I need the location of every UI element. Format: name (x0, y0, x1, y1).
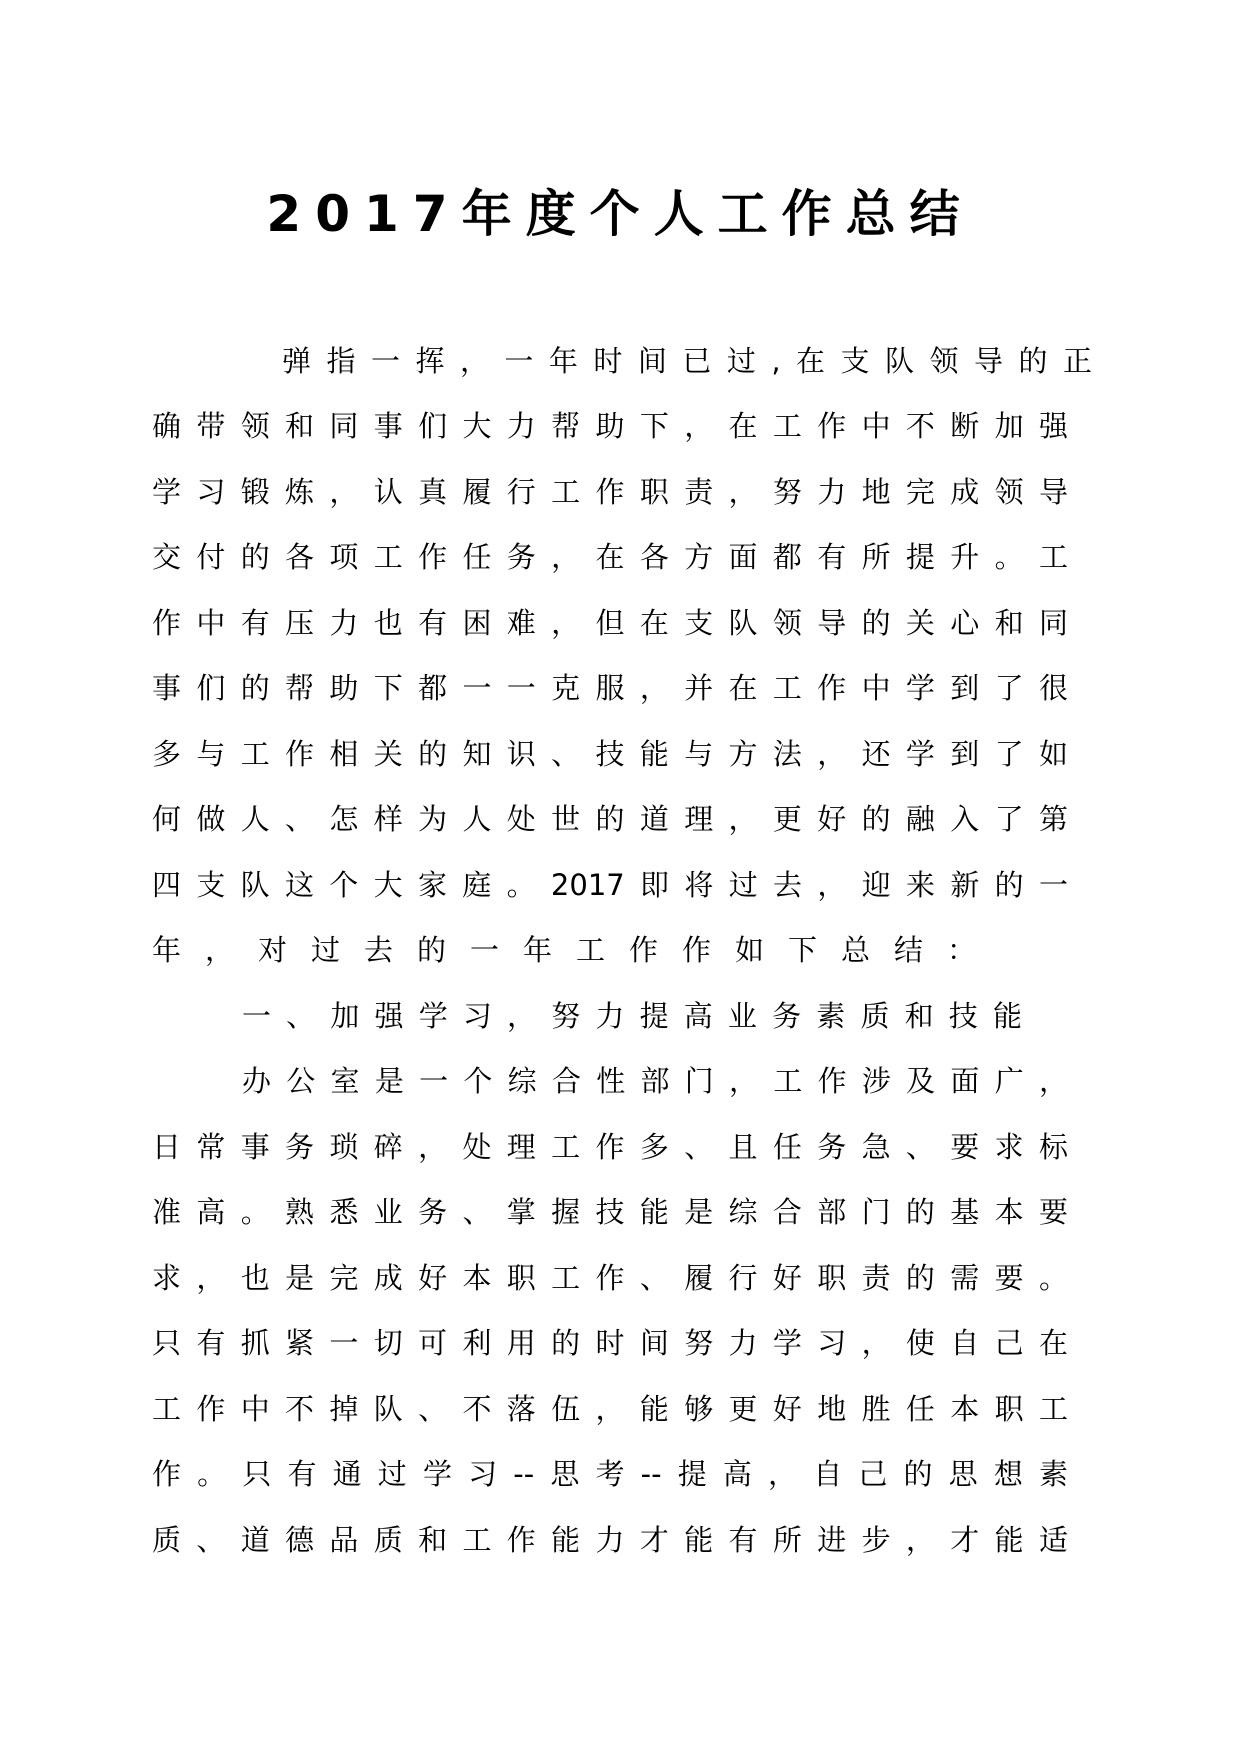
paragraph-line: 事们的帮助下都一一克服，并在工作中学到了很 (152, 671, 1068, 705)
paragraph-line: 日常事务琐碎，处理工作多、且任务急、要求标 (152, 1130, 1068, 1164)
paragraph-line: 弹指一挥，一年时间已过,在支队领导的正 (282, 344, 1092, 378)
document-title: 2017年度个人工作总结 (266, 185, 974, 243)
paragraph-line: 学习锻炼，认真履行工作职责，努力地完成领导 (152, 475, 1068, 509)
paragraph-line: 办公室是一个综合性部门，工作涉及面广， (242, 1064, 1068, 1098)
paragraph-line: 只有抓紧一切可利用的时间努力学习，使自己在 (152, 1326, 1068, 1360)
paragraph-line: 何做人、怎样为人处世的道理，更好的融入了第 (152, 802, 1068, 836)
paragraph-line: 工作中不掉队、不落伍，能够更好地胜任本职工 (152, 1392, 1068, 1426)
paragraph-line: 作。只有通过学习--思考--提高，自己的思想素 (152, 1457, 1068, 1491)
paragraph-line: 准高。熟悉业务、掌握技能是综合部门的基本要 (152, 1195, 1068, 1229)
paragraph-line: 四支队这个大家庭。2017即将过去，迎来新的一 (152, 868, 1068, 902)
section-heading: 一、加强学习，努力提高业务素质和技能 (242, 999, 1022, 1033)
paragraph-line: 多与工作相关的知识、技能与方法，还学到了如 (152, 737, 1068, 771)
paragraph-line: 确带领和同事们大力帮助下，在工作中不断加强 (152, 409, 1068, 443)
paragraph-line: 交付的各项工作任务，在各方面都有所提升。工 (152, 540, 1068, 574)
paragraph-line: 质、道德品质和工作能力才能有所进步，才能适 (152, 1523, 1068, 1557)
paragraph-line: 作中有压力也有困难，但在支队领导的关心和同 (152, 606, 1068, 640)
paragraph-line: 年，对过去的一年工作作如下总结： (152, 933, 1001, 967)
paragraph-line: 求，也是完成好本职工作、履行好职责的需要。 (152, 1261, 1068, 1295)
